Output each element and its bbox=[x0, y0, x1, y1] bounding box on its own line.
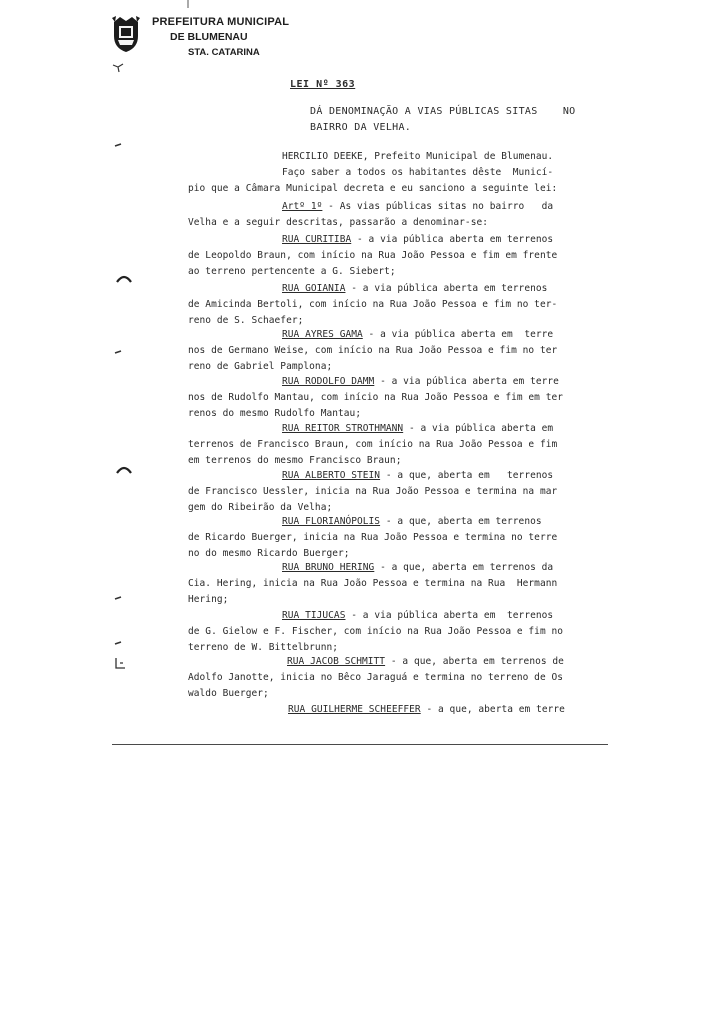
street-heading-text: - a via pública aberta em bbox=[403, 423, 554, 434]
street-heading bbox=[282, 470, 553, 481]
municipal-crest-icon bbox=[110, 14, 142, 54]
street-name: RUA BRUNO HERING bbox=[282, 562, 375, 573]
street-heading-text: - a que, aberta em terre bbox=[420, 704, 565, 715]
margin-mark-icon bbox=[113, 657, 127, 671]
street-line: de Ricardo Buerger, inicia na Rua João Pessoa e termina no terre bbox=[188, 532, 558, 543]
street-heading-text: - a via pública aberta em terre bbox=[374, 376, 559, 387]
street-line: nos de Rudolfo Mantau, com início na Rua João Pessoa e fim em ter bbox=[188, 392, 564, 403]
street-heading bbox=[282, 516, 542, 527]
letterhead-line-1: PREFEITURA MUNICIPAL bbox=[152, 16, 290, 28]
punch-hole-icon bbox=[115, 272, 133, 284]
street-name: RUA AYRES GAMA bbox=[282, 329, 363, 340]
street-heading-text: - a que, aberta em terrenos da bbox=[374, 562, 554, 573]
ementa-line-1: DÁ DENOMINAÇÃO A VIAS PÚBLICAS SITAS NO bbox=[310, 106, 576, 117]
street-heading bbox=[282, 283, 547, 294]
letterhead bbox=[110, 14, 350, 64]
intro-line-3: pio que a Câmara Municipal decreta e eu sanciono a seguinte lei: bbox=[188, 183, 558, 194]
street-line: terreno de W. Bittelbrunn; bbox=[188, 642, 339, 653]
ementa-line-2: BAIRRO DA VELHA. bbox=[310, 122, 412, 133]
law-title: LEI Nº 363 bbox=[290, 79, 356, 90]
street-heading bbox=[282, 329, 553, 340]
street-name: RUA JACOB SCHMITT bbox=[287, 656, 386, 667]
street-heading-text: - a que, aberta em terrenos de bbox=[385, 656, 564, 667]
ementa bbox=[310, 104, 575, 136]
street-heading-text: - a via pública aberta em terre bbox=[362, 329, 554, 340]
punch-mark-icon bbox=[114, 349, 122, 355]
letterhead-line-3: STA. CATARINA bbox=[188, 47, 260, 58]
street-line: Hering; bbox=[188, 594, 229, 605]
page-bottom-rule bbox=[112, 744, 608, 745]
street-name: RUA GOIANIA bbox=[282, 283, 346, 294]
street-heading bbox=[282, 376, 559, 387]
street-name: RUA GUILHERME SCHEEFFER bbox=[288, 704, 421, 715]
street-heading bbox=[288, 704, 565, 715]
scan-mark-icon bbox=[186, 0, 190, 10]
punch-mark-icon bbox=[114, 142, 122, 148]
street-line: em terrenos do mesmo Francisco Braun; bbox=[188, 455, 402, 466]
street-line: Cia. Hering, inicia na Rua João Pessoa e termina na Rua Hermann bbox=[188, 578, 558, 589]
street-name: RUA REITOR STROTHMANN bbox=[282, 423, 404, 434]
street-line: Adolfo Janotte, inicia no Bêco Jaraguá e termina no terreno de Os bbox=[188, 672, 564, 683]
street-line: de Francisco Uessler, inicia na Rua João Pessoa e termina na mar bbox=[188, 486, 558, 497]
punch-hole-icon bbox=[115, 463, 133, 475]
street-line: de Amicinda Bertoli, com início na Rua João Pessoa e fim no ter- bbox=[188, 299, 558, 310]
letterhead-line-2: DE BLUMENAU bbox=[170, 31, 248, 43]
street-line: reno de Gabriel Pamplona; bbox=[188, 361, 333, 372]
street-name: RUA TIJUCAS bbox=[282, 610, 346, 621]
street-line: waldo Buerger; bbox=[188, 688, 269, 699]
street-line: de Leopoldo Braun, com início na Rua João Pessoa e fim em frente bbox=[188, 250, 558, 261]
street-name: RUA CURITIBA bbox=[282, 234, 352, 245]
margin-mark-icon bbox=[112, 63, 124, 73]
street-line: reno de S. Schaefer; bbox=[188, 315, 304, 326]
street-heading bbox=[287, 656, 564, 667]
art1-line-1 bbox=[282, 201, 553, 212]
street-heading bbox=[282, 610, 553, 621]
street-name: RUA RODOLFO DAMM bbox=[282, 376, 375, 387]
punch-mark-icon bbox=[114, 640, 122, 646]
street-line: renos do mesmo Rudolfo Mantau; bbox=[188, 408, 362, 419]
street-line: ao terreno pertencente a G. Siebert; bbox=[188, 266, 396, 277]
street-line: no do mesmo Ricardo Buerger; bbox=[188, 548, 350, 559]
street-line: de G. Gielow e F. Fischer, com início na Rua João Pessoa e fim no bbox=[188, 626, 564, 637]
street-line: gem do Ribeirão da Velha; bbox=[188, 502, 333, 513]
street-name: RUA FLORIANÓPOLIS bbox=[282, 516, 381, 527]
street-heading-text: - a via pública aberta em terrenos bbox=[351, 234, 554, 245]
art1-text: - As vias públicas sitas no bairro da bbox=[322, 201, 554, 212]
punch-mark-icon bbox=[114, 595, 122, 601]
art1-line-2: Velha e a seguir descritas, passarão a denominar-se: bbox=[188, 217, 489, 228]
street-heading bbox=[282, 234, 553, 245]
intro-line-1: HERCILIO DEEKE, Prefeito Municipal de Blumenau. bbox=[282, 151, 554, 162]
street-line: terrenos de Francisco Braun, com início na Rua João Pessoa e fim bbox=[188, 439, 558, 450]
street-heading-text: - a via pública aberta em terrenos bbox=[345, 283, 548, 294]
street-heading bbox=[282, 423, 553, 434]
art1-label: Artº 1º bbox=[282, 201, 323, 212]
intro-line-2: Faço saber a todos os habitantes dêste Municí- bbox=[282, 167, 554, 178]
street-line: nos de Germano Weise, com início na Rua João Pessoa e fim no ter bbox=[188, 345, 558, 356]
street-heading-text: - a que, aberta em terrenos bbox=[380, 470, 554, 481]
street-heading-text: - a via pública aberta em terrenos bbox=[345, 610, 554, 621]
street-heading bbox=[282, 562, 553, 573]
street-heading-text: - a que, aberta em terrenos bbox=[380, 516, 542, 527]
street-name: RUA ALBERTO STEIN bbox=[282, 470, 381, 481]
